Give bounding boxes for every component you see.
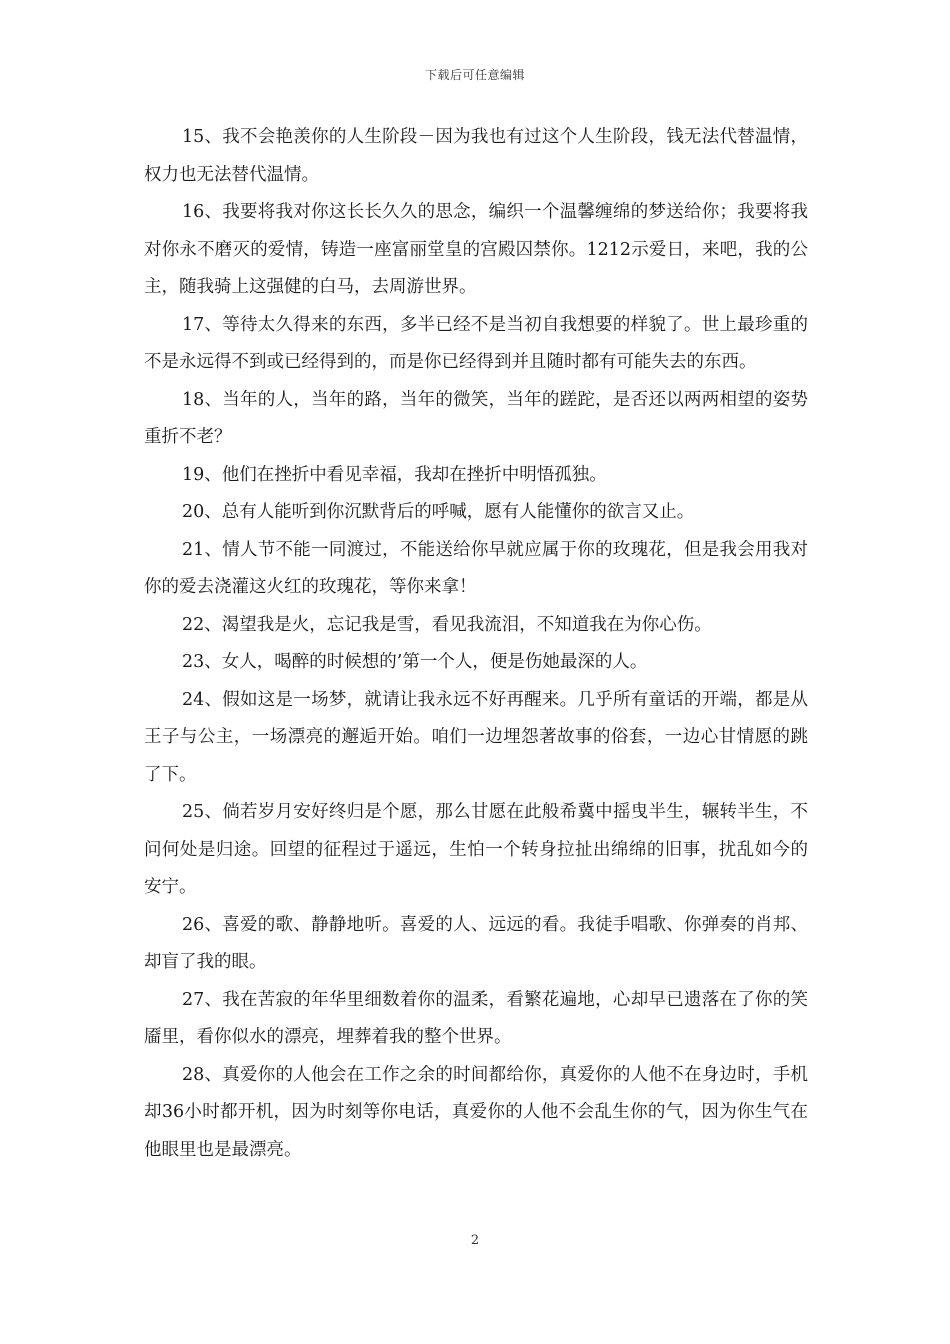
paragraph-21: 21、情人节不能一同渡过，不能送给你早就应属于你的玫瑰花，但是我会用我对你的爱去浇灌这火红的玫瑰花，等你来拿！ [144,539,808,597]
paragraph-25: 25、倘若岁月安好终归是个愿，那么甘愿在此般希冀中摇曳半生，辗转半生，不问何处是归途。回望的征程过于遥远，生怕一个转身拉扯出绵绵的旧事，扰乱如今的安宁。 [144,802,808,897]
page-header: 下载后可任意编辑 [424,68,525,82]
paragraph-27: 27、我在苦寂的年华里细数着你的温柔，看繁花遍地，心却早已遗落在了你的笑靥里，看你似水的漂亮，埋葬着我的整个世界。 [144,989,808,1047]
paragraph-20: 20、总有人能听到你沉默背后的呼喊，愿有人能懂你的欲言又止。 [182,502,695,522]
paragraph-16: 16、我要将我对你这长长久久的思念，编织一个温馨缠绵的梦送给你；我要将我对你永不磨灭的爱情，铸造一座富丽堂皇的宫殿囚禁你。1212示爱日，来吧，我的公主，随我骑上这强健的白马，去周游世界。 [144,202,808,297]
paragraph-23: 23、女人，喝醉的时候想的’第一个人，便是伤她最深的人。 [182,652,648,672]
paragraph-19: 19、他们在挫折中看见幸福，我却在挫折中明悟孤独。 [182,464,607,485]
paragraph-18: 18、当年的人，当年的路，当年的微笑，当年的蹉跎，是否还以两两相望的姿势重折不老？ [144,389,808,447]
document-body [144,119,808,1169]
page-number: 2 [470,1233,480,1248]
paragraph-28: 28、真爱你的人他会在工作之余的时间都给你，真爱你的人他不在身边时，手机却36小时都开机，因为时刻等你电话，真爱你的人他不会乱生你的气，因为你生气在他眼里也是最漂亮。 [144,1064,808,1160]
paragraph-22: 22、渴望我是火，忘记我是雪，看见我流泪，不知道我在为你心伤。 [182,614,712,635]
paragraph-26: 26、喜爱的歌、静静地听。喜爱的人、远远的看。我徒手唱歌、你弹奏的肖邦、却盲了我的眼。 [144,914,808,972]
paragraph-24: 24、假如这是一场梦，就请让我永远不好再醒来。几乎所有童话的开端，都是从王子与公主，一场漂亮的邂逅开始。咱们一边埋怨著故事的俗套，一边心甘情愿的跳了下。 [144,689,808,785]
paragraph-17: 17、等待太久得来的东西，多半已经不是当初自我想要的样貌了。世上最珍重的不是永远得不到或已经得到的，而是你已经得到并且随时都有可能失去的东西。 [144,314,808,372]
paragraph-15: 15、我不会艳羡你的人生阶段－因为我也有过这个人生阶段，钱无法代替温情，权力也无法替代温情。 [144,127,808,185]
